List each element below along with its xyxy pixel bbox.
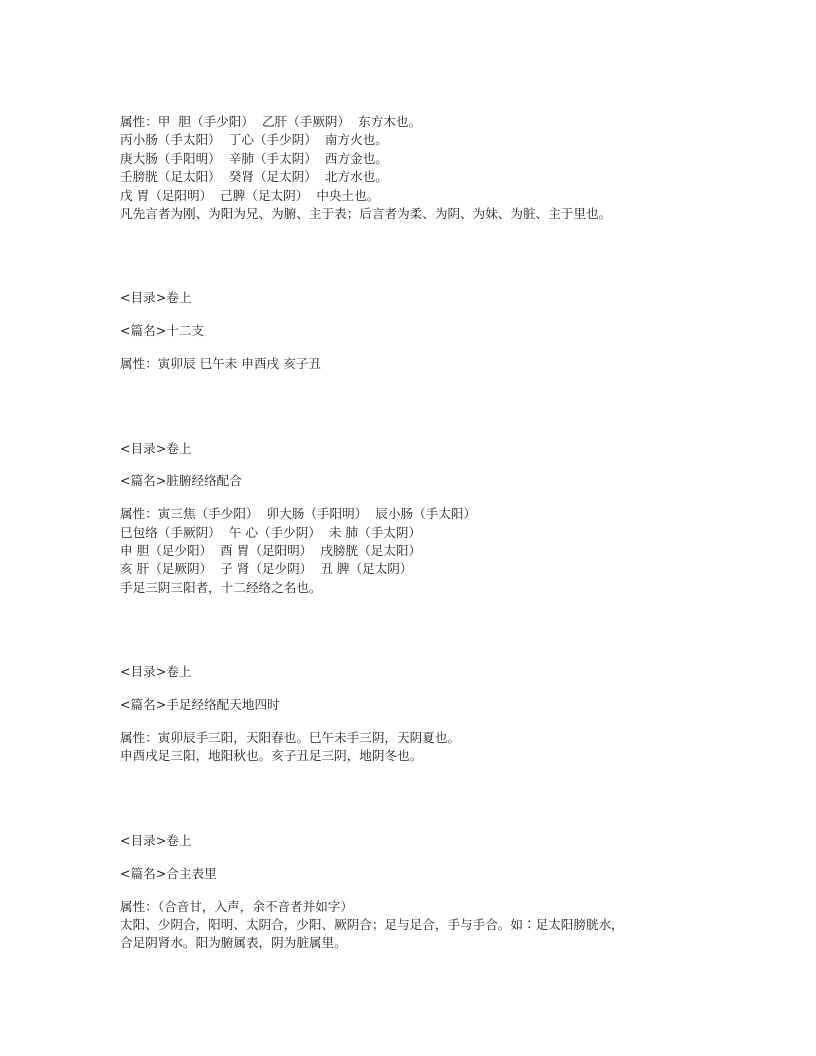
text-line: 属性：寅卯辰 巳午未 申酉戌 亥子丑 — [120, 356, 321, 372]
section-interior-exterior — [120, 832, 760, 953]
catalog-label: <目录>卷上 — [120, 832, 192, 848]
text-line: 庚大肠（手阳明） 辛肺（手太阴） 西方金也。 — [120, 150, 388, 166]
chapter-title: <篇名>手足经络配天地四时 — [120, 697, 280, 713]
text-line: 巳包络（手厥阴） 午 心（手少阴） 未 肺（手太阴） — [120, 524, 422, 540]
chapter-title: <篇名>十二支 — [120, 323, 205, 339]
catalog-label: <目录>卷上 — [120, 290, 192, 306]
text-line: 属性：甲 胆（手少阳） 乙肝（手厥阴） 东方木也。 — [120, 114, 422, 129]
catalog-label: <目录>卷上 — [120, 664, 192, 680]
chapter-title: <篇名>合主表里 — [120, 865, 217, 881]
text-line: 壬膀胱（足太阳） 癸肾（足太阴） 北方水也。 — [120, 169, 388, 185]
text-line: 属性：寅卯辰手三阳，天阳春也。巳午未手三阴，天阴夏也。 — [120, 730, 461, 746]
text-line: 戊 胃（足阳明） 己脾（足太阴） 中央土也。 — [120, 187, 380, 203]
text-line: 太阳、少阴合，阳明、太阴合，少阳、厥阴合；足与足合，手与手合。如∶足太阳膀胱水， — [120, 916, 624, 932]
text-line: 凡先言者为刚、为阳为兄、为腑、主于表；后言者为柔、为阴、为妹、为脏、主于里也。 — [120, 205, 612, 221]
text-line: 属性：（合音甘，入声，余不音者并如字） — [120, 898, 353, 914]
catalog-label: <目录>卷上 — [120, 440, 192, 456]
text-line: 丙小肠（手太阳） 丁心（手少阴） 南方火也。 — [120, 132, 388, 148]
text-line: 属性：寅三焦（手少阳） 卯大肠（手阳明） 辰小肠（手太阳） — [120, 506, 477, 522]
section-zangfu-meridians — [120, 440, 760, 598]
section-twelve-branches — [120, 289, 760, 373]
chapter-title: <篇名>脏腑经络配合 — [120, 473, 242, 489]
text-line: 申 胆（足少阳） 酉 胃（足阳明） 戌膀胱（足太阳） — [120, 543, 422, 559]
text-line: 合足阴肾水。阳为腑属表，阴为脏属里。 — [120, 935, 347, 951]
text-line: 亥 肝（足厥阴） 子 肾（足少阴） 丑 脾（足太阴） — [120, 561, 413, 577]
section-tiangan-attributes — [120, 113, 760, 223]
section-meridians-seasons — [120, 663, 760, 766]
text-line: 手足三阴三阳者，十二经络之名也。 — [120, 579, 322, 595]
document-page — [120, 113, 760, 953]
text-line: 申酉戌足三阳，地阳秋也。亥子丑足三阴，地阴冬也。 — [120, 748, 423, 764]
